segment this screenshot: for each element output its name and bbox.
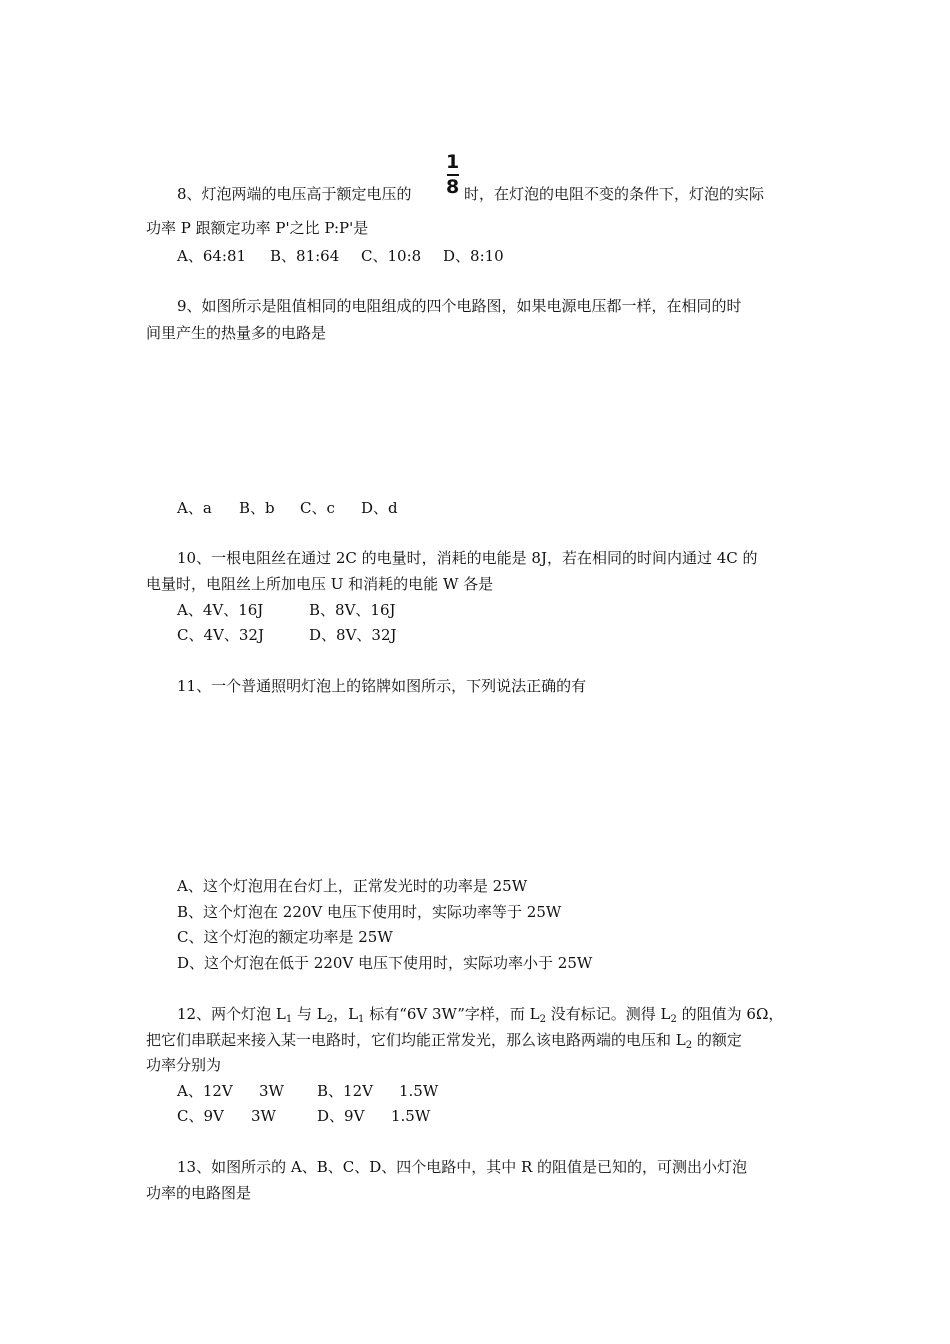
q12-text: 的额定 (692, 1031, 742, 1049)
q8-option-d: D、8:10 (443, 247, 504, 265)
q12-option-a: A、12V (177, 1082, 233, 1100)
q12-text: 把它们串联起来接入某一电路时，它们均能正常发光，那么该电路两端的电压和 L (146, 1031, 686, 1049)
fraction-denominator: 8 (446, 176, 460, 198)
fraction-numerator: 1 (446, 151, 460, 173)
q12-option-d: D、9V (317, 1107, 365, 1125)
q9-line2: 间里产生的热量多的电路是 (146, 324, 327, 342)
q12-option-b: B、12V (317, 1082, 373, 1100)
q12-subscript: 1 (358, 1014, 365, 1025)
q11-line1: 11、一个普通照明灯泡上的铭牌如图所示，下列说法正确的有 (177, 677, 587, 695)
q11-option-a: A、这个灯泡用在台灯上，正常发光时的功率是 25W (177, 877, 528, 895)
q9-option-a: A、a (177, 499, 212, 517)
q10-option-c: C、4V、32J (177, 626, 264, 644)
q8-option-a: A、64:81 (177, 247, 247, 265)
q8-line1-after: 时，在灯泡的电阻不变的条件下，灯泡的实际 (464, 185, 765, 203)
q12-option-a-power: 3W (259, 1082, 284, 1100)
q12-text: 12、两个灯泡 L (177, 1005, 286, 1023)
q12-subscript: 1 (285, 1014, 293, 1025)
q12-line3: 功率分别为 (146, 1056, 222, 1074)
q12-text: ，L (333, 1005, 359, 1023)
q11-option-b: B、这个灯泡在 220V 电压下使用时，实际功率等于 25W (177, 903, 562, 921)
q9-line1: 9、如图所示是阻值相同的电阻组成的四个电路图，如果电源电压都一样，在相同的时 (177, 297, 742, 315)
q11-option-d: D、这个灯泡在低于 220V 电压下使用时，实际功率小于 25W (177, 954, 593, 972)
q9-option-c: C、c (300, 499, 335, 517)
q12-subscript: 2 (326, 1014, 334, 1025)
q9-option-b: B、b (239, 499, 275, 517)
q12-option-c-power: 3W (251, 1107, 276, 1125)
q12-option-d-power: 1.5W (391, 1107, 431, 1125)
q10-line2: 电量时，电阻丝上所加电压 U 和消耗的电能 W 各是 (146, 575, 494, 593)
q12-option-c: C、9V (177, 1107, 224, 1125)
q13-line2: 功率的电路图是 (146, 1184, 252, 1202)
q12-text: 的阻值为 6Ω， (676, 1005, 784, 1023)
q12-option-b-power: 1.5W (399, 1082, 439, 1100)
q10-option-d: D、8V、32J (309, 626, 397, 644)
q13-line1: 13、如图所示的 A、B、C、D、四个电路中，其中 R 的阻值是已知的，可测出小灯泡 (177, 1158, 748, 1176)
q8-fraction (446, 153, 459, 197)
q10-option-b: B、8V、16J (309, 601, 396, 619)
q12-line2 (146, 1031, 742, 1051)
q12-line1 (177, 1005, 784, 1025)
q10-line1: 10、一根电阻丝在通过 2C 的电量时，消耗的电能是 8J，若在相同的时间内通过 4C 的 (177, 549, 758, 567)
q12-text: 没有标记。测得 L (546, 1005, 671, 1023)
q9-option-d: D、d (361, 499, 398, 517)
q8-option-b: B、81:64 (270, 247, 340, 265)
q12-text: 标有“6V 3W”字样，而 L (364, 1005, 540, 1023)
q12-subscript: 2 (670, 1014, 677, 1025)
q8-option-c: C、10:8 (361, 247, 422, 265)
q12-text: 与 L (292, 1005, 327, 1023)
q10-option-a: A、4V、16J (177, 601, 264, 619)
q12-subscript: 2 (539, 1014, 547, 1025)
q11-option-c: C、这个灯泡的额定功率是 25W (177, 928, 393, 946)
q8-line1-before: 8、灯泡两端的电压高于额定电压的 (177, 185, 412, 203)
q12-subscript: 2 (685, 1040, 693, 1051)
q8-line2: 功率 P 跟额定功率 P'之比 P:P'是 (146, 219, 369, 237)
